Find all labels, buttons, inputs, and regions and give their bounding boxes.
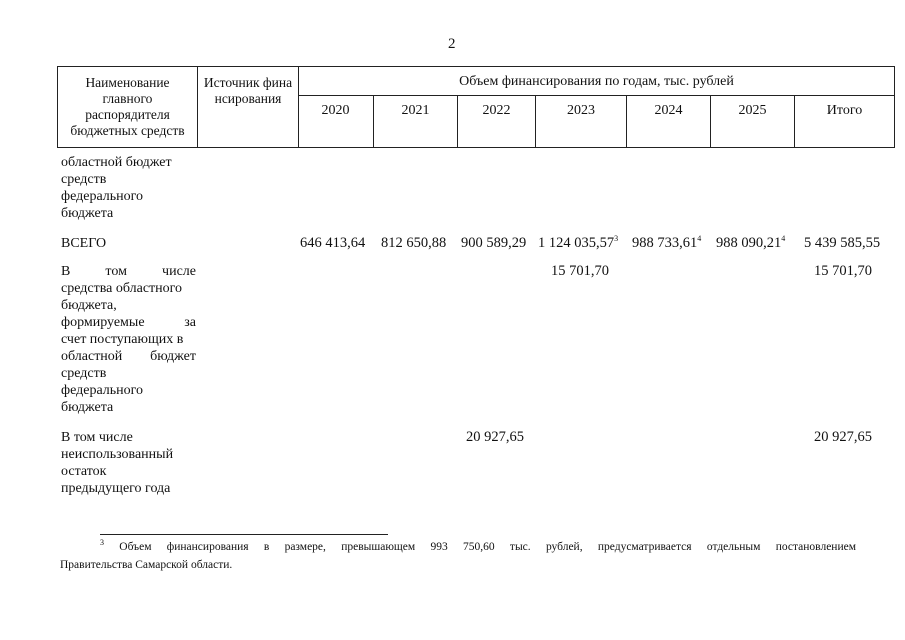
header-name-cell: [58, 67, 198, 147]
row-text-line: средств: [61, 366, 107, 381]
total-2024-value: 988 733,61: [632, 235, 698, 251]
row-text-line: неиспользованный: [61, 447, 174, 462]
row-text-line: средств: [61, 172, 107, 187]
balance-2022: 20 927,65: [466, 429, 524, 445]
footnote-ref-4b: 4: [781, 234, 786, 244]
footnote-ref-4: 4: [697, 234, 702, 244]
row-regional-name: [61, 263, 196, 416]
row-text-line: областной бюджет: [61, 349, 196, 364]
total-2024: [632, 235, 701, 252]
row-text-line: бюджета,: [61, 298, 117, 313]
footnote-text-1: Объем финансирования в размере, превышающем 993 750,60 тыс. рублей, предусматривается отдельным постановлением: [119, 541, 856, 553]
footnote-line-1: [60, 538, 856, 556]
header-source-cell: [198, 67, 299, 147]
regional-total: 15 701,70: [814, 263, 872, 279]
total-2020: 646 413,64: [300, 235, 366, 251]
row-text-line: остаток: [61, 464, 107, 479]
row-balance-name: [61, 429, 201, 497]
header-year-2020: 2020: [298, 96, 374, 148]
row-continuation-name: [61, 154, 201, 222]
footnote-marker: 3: [100, 538, 104, 548]
row-text-line: областной бюджет: [61, 155, 172, 170]
total-2022: 900 589,29: [461, 235, 527, 251]
total-sum: 5 439 585,55: [804, 235, 881, 251]
footnote-line-2: Правительства Самарской области.: [60, 559, 233, 571]
row-text-line: федерального: [61, 189, 144, 204]
row-text-line: формируемые за: [61, 315, 196, 330]
row-total-name: ВСЕГО: [61, 236, 107, 251]
header-funding-text: Объем финансирования по годам, тыс. рублей: [459, 74, 734, 89]
total-2021: 812 650,88: [381, 235, 447, 251]
row-text-line: счет поступающих в: [61, 332, 184, 347]
header-year-2022: 2022: [458, 96, 536, 148]
header-year-2023: 2023: [536, 96, 627, 148]
row-text-line: предыдущего года: [61, 481, 171, 496]
header-year-2024: 2024: [627, 96, 711, 148]
row-text-line: средства областного: [61, 281, 183, 296]
footnote-ref-3: 3: [614, 234, 619, 244]
footnote-divider: [100, 534, 388, 535]
footnote: [60, 538, 856, 574]
row-text-line: федерального: [61, 383, 144, 398]
total-2023-value: 1 124 035,57: [538, 235, 615, 251]
header-name-text: Наименование главного распорядителя бюджетных средств: [70, 75, 185, 138]
header-source-text: Источник финансирования: [203, 75, 293, 106]
total-2025: [716, 235, 785, 252]
header-year-2025: 2025: [711, 96, 795, 148]
row-text-line: В том числе: [61, 430, 133, 445]
regional-2023: 15 701,70: [551, 263, 609, 279]
total-2023: [538, 235, 618, 252]
total-2025-value: 988 090,21: [716, 235, 782, 251]
row-text-line: В том числе: [61, 264, 196, 279]
row-text-line: бюджета: [61, 206, 114, 221]
balance-total: 20 927,65: [814, 429, 872, 445]
header-year-2021: 2021: [374, 96, 458, 148]
header-total: Итого: [826, 103, 863, 118]
row-text-line: бюджета: [61, 400, 114, 415]
page-number: 2: [448, 36, 456, 52]
header-funding-cell: [299, 67, 894, 96]
